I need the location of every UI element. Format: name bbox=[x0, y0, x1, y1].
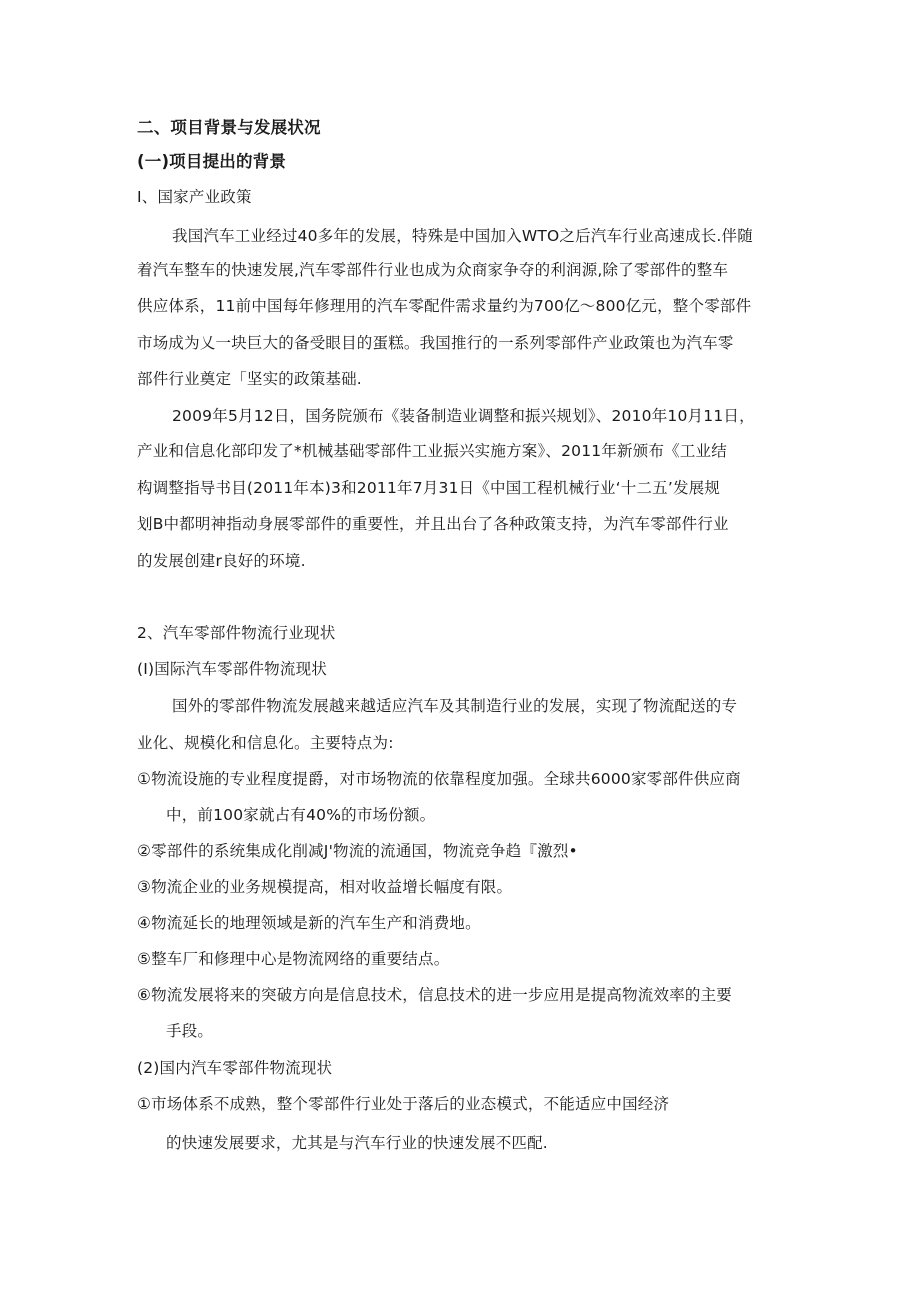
sub2-title: (2)国内汽车零部件物流现状 bbox=[137, 1059, 333, 1077]
para1-line: 市场成为乂一块巨大的备受眼目的蛋糕。我国推行的一系列零部件产业政策也为汽车零 bbox=[137, 334, 734, 352]
intl-point-line: ③物流企业的业务规模提高，相对收益增长幅度有限。 bbox=[137, 878, 513, 896]
para2-line: 2009年5月12日，国务院颁布《装备制造业调整和振兴规划》、2010年10月11日， bbox=[172, 407, 755, 425]
intl-point-line: ④物流延长的地理领域是新的汽车生产和消费地。 bbox=[137, 914, 481, 932]
section-title: 二、项目背景与发展状况 bbox=[137, 118, 321, 137]
intl-point-line: 中，前100家就占有40%的市场份额。 bbox=[166, 806, 436, 824]
para3-line: 国外的零部件物流发展越来越适应汽车及其制造行业的发展，实现了物流配送的专 bbox=[172, 697, 738, 715]
intl-point-line: 手段。 bbox=[166, 1022, 214, 1040]
domestic-point-line: ①市场体系不成熟，整个零部件行业处于落后的业态模式，不能适应中国经济 bbox=[137, 1095, 670, 1113]
sub1-title: (I)国际汽车零部件物流现状 bbox=[137, 660, 327, 678]
para1-line: 供应体系，11前中国每年修理用的汽车零配件需求量约为700亿～800亿元，整个零部件 bbox=[137, 297, 752, 315]
intl-point-line: ①物流设施的专业程度提爵，对市场物流的依靠程度加强。全球共6000家零部件供应商 bbox=[137, 770, 741, 788]
item2-title: 2、汽车零部件物流行业现状 bbox=[137, 624, 336, 642]
para2-line: 的发展创建r良好的环境. bbox=[137, 552, 306, 570]
item1-title: I、国家产业政策 bbox=[137, 188, 252, 206]
para1-line: 部件行业奠定「坚实的政策基础. bbox=[137, 370, 362, 388]
para2-line: 划B中都明神指动身展零部件的重要性，并且出台了各种政策支持，为汽车零部件行业 bbox=[137, 515, 729, 533]
para1-line: 我国汽车工业经过40多年的发展，特殊是中国加入WTO之后汽车行业高速成长.伴随 bbox=[172, 227, 753, 245]
para2-line: 构调整指导书目(2011年本)3和2011年7月31日《中国工程机械行业‘十二五’发展规 bbox=[137, 479, 721, 497]
para3-line: 业化、规模化和信息化。主要特点为: bbox=[137, 734, 394, 752]
intl-point-line: ②零部件的系统集成化削减J'物流的流通国，物流竞争趋『激烈• bbox=[137, 842, 578, 860]
para2-line: 产业和信息化部印发了*机械基础零部件工业振兴实施方案》、2011年新颁布《工业结 bbox=[137, 442, 727, 460]
intl-point-line: ⑥物流发展将来的突破方向是信息技术，信息技术的进一步应用是提高物流效率的主要 bbox=[137, 986, 732, 1004]
para1-line: 着汽车整车的快速发展,汽车零部件行业也成为众商家争夺的利润源,除了零部件的整车 bbox=[137, 261, 729, 279]
subsection-title: (一)项目提出的背景 bbox=[137, 152, 287, 171]
domestic-point-line: 的快速发展要求，尤其是与汽车行业的快速发展不匹配. bbox=[166, 1134, 548, 1152]
intl-point-line: ⑤整车厂和修理中心是物流网络的重要结点。 bbox=[137, 950, 450, 968]
